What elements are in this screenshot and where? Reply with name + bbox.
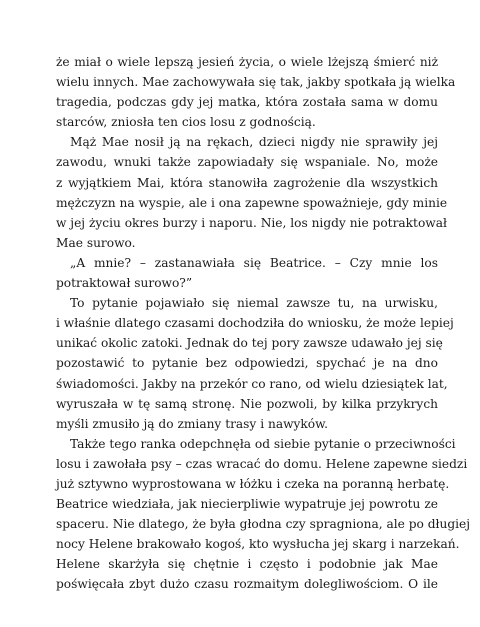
text-line: już sztywno wyprostowana w łóżku i czeka na poranną herbatę. xyxy=(56,476,450,491)
text-line: nocy Helene brakowało kogoś, kto wysłucha jej skarg i narzekań. xyxy=(56,537,460,552)
text-line: potraktował surowo?” xyxy=(56,276,193,291)
text-line: świadomości. Jakby na przekór co rano, od wielu dziesiątek lat, xyxy=(56,376,448,391)
text-line: losu i zawołała psy – czas wracać do domu. Helene zapewne siedzi xyxy=(56,456,468,471)
text-line: tragedia, podczas gdy jej matka, która została sama w domu xyxy=(56,95,438,110)
text-line: Także tego ranka odepchnęła od siebie pytanie o przeciwności xyxy=(70,436,456,451)
text-line: wyruszała w tę samą stronę. Nie pozwoli, by kilka przykrych xyxy=(56,396,438,411)
text-line: Beatrice wiedziała, jak niecierpliwie wypatruje jej powrotu ze xyxy=(56,497,438,512)
body-text xyxy=(56,52,471,595)
text-line: myśli zmusiło ją do zmiany trasy i nawyków. xyxy=(56,416,328,431)
text-line: Mae surowo. xyxy=(56,235,136,250)
text-line: Helene skarżyła się chętnie i często i podobnie jak Mae xyxy=(56,557,438,572)
text-line: zawodu, wnuki także zapowiadały się wspaniale. No, może xyxy=(56,155,438,170)
text-line: To pytanie pojawiało się niemal zawsze tu, na urwisku, xyxy=(70,296,438,311)
text-line: spaceru. Nie dlatego, że była głodna czy spragniona, ale po długiej xyxy=(56,517,471,532)
text-line: wielu innych. Mae zachowywała się tak, jakby spotkała ją wielka xyxy=(56,75,456,90)
text-line: starców, zniosła ten cios losu z godnością. xyxy=(56,115,316,130)
text-line: mężczyzn na wyspie, ale i ona zapewne spoważnieje, gdy minie xyxy=(56,195,448,210)
text-line: „A mnie? – zastanawiała się Beatrice. – Czy mnie los xyxy=(70,255,438,270)
text-line: Mąż Mae nosił ją na rękach, dzieci nigdy nie sprawiły jej xyxy=(70,135,438,150)
text-line: z wyjątkiem Mai, która stanowiła zagrożenie dla wszystkich xyxy=(56,175,438,190)
text-line: i właśnie dlatego czasami dochodziła do wniosku, że może lepiej xyxy=(56,316,454,331)
text-line: unikać okolic zatoki. Jednak do tej pory zawsze udawało jej się xyxy=(56,336,443,351)
text-line: że miał o wiele lepszą jesień życia, o wiele lżejszą śmierć niż xyxy=(56,55,438,69)
text-line: pozostawić to pytanie bez odpowiedzi, spychać je na dno xyxy=(56,356,438,371)
text-line: poświęcała zbyt dużo czasu rozmaitym dolegliwościom. O ile xyxy=(56,577,438,592)
text-line: w jej życiu okres burzy i naporu. Nie, los nigdy nie potraktował xyxy=(56,215,447,230)
